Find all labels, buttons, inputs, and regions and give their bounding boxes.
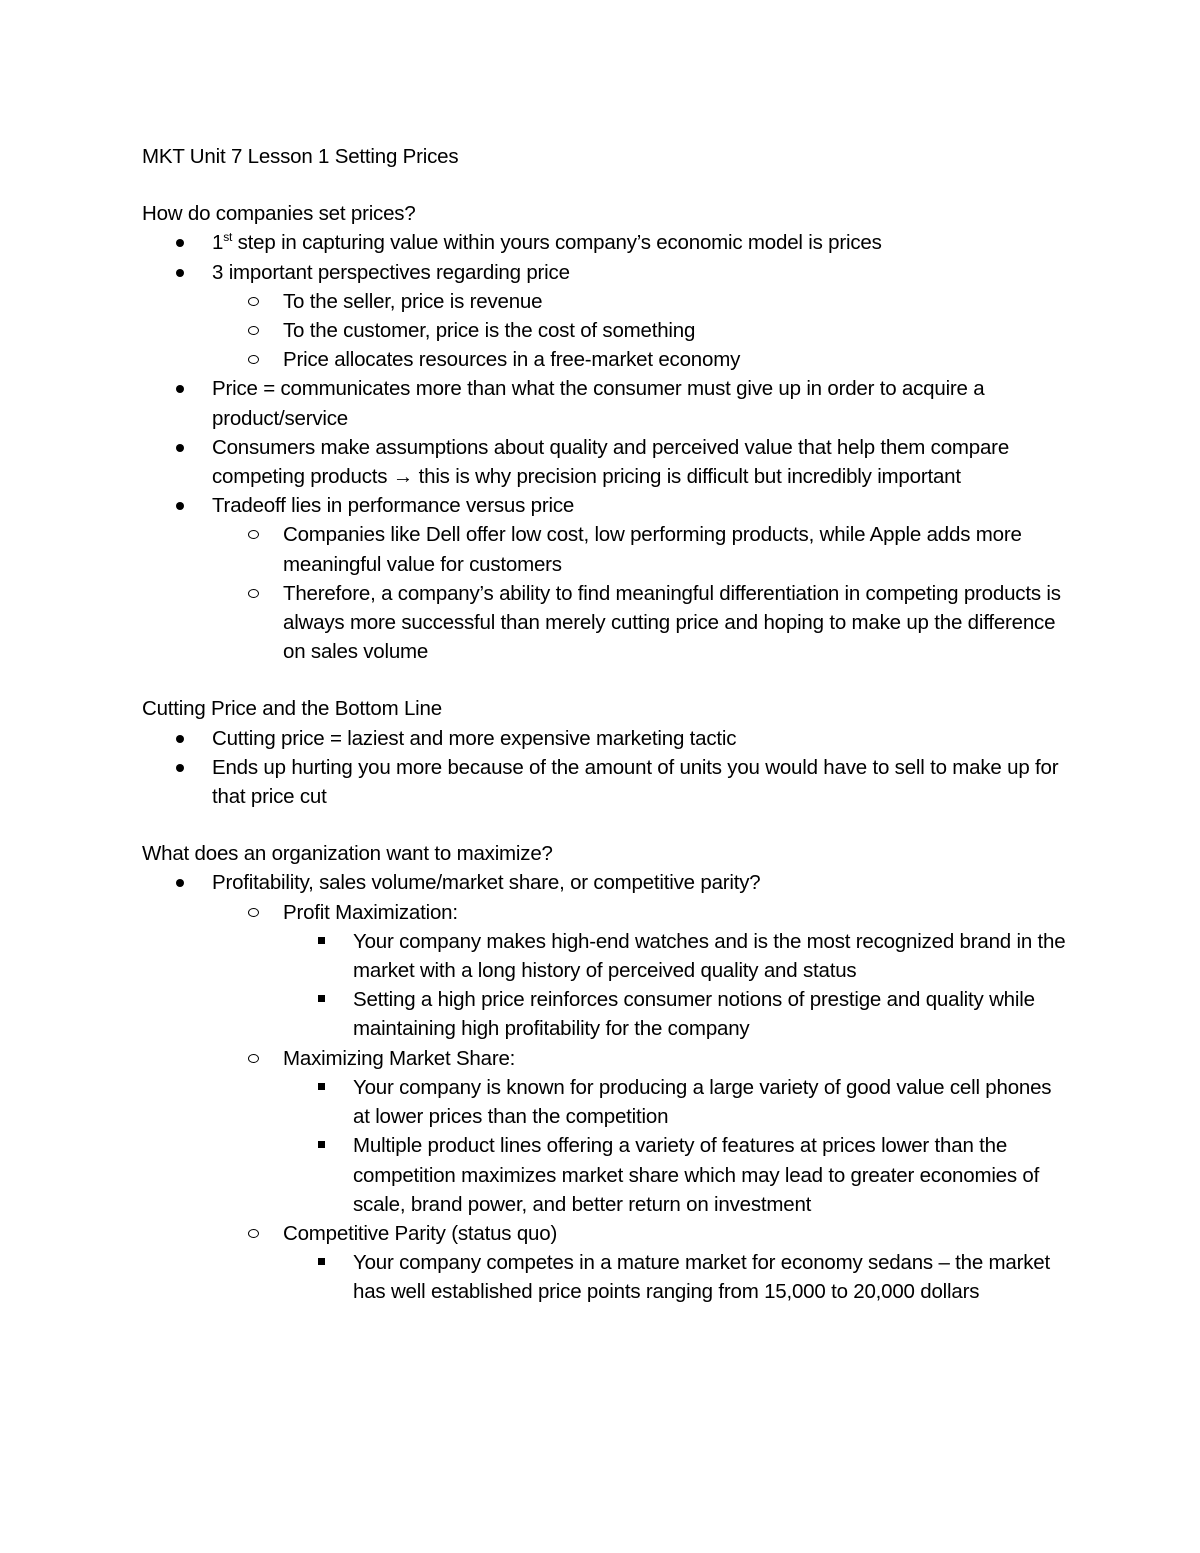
list-item: Ends up hurting you more because of the amount of units you would have to sell to make up for that price cut xyxy=(142,753,1072,811)
list-item: 3 important perspectives regarding price To the seller, price is revenue To the customer, price is the cost of something Price allocates resources in a free-market economy xyxy=(142,258,1072,375)
sub-list-item: Price allocates resources in a free-market economy xyxy=(142,345,1072,374)
list-item: 1st step in capturing value within yours company’s economic model is prices xyxy=(142,228,1072,257)
square-bullet-icon xyxy=(318,1141,325,1148)
bullet-icon xyxy=(176,502,184,510)
sub-sub-list xyxy=(142,927,1072,1044)
hollow-bullet-icon xyxy=(248,1054,259,1063)
sub-sub-list-item: Your company makes high-end watches and is the most recognized brand in the market with a long history of perceived quality and status xyxy=(142,927,1072,985)
hollow-bullet-icon xyxy=(248,355,259,364)
bullet-icon xyxy=(176,735,184,743)
sub-sub-list xyxy=(142,1248,1072,1306)
sub-sub-list-item: Your company is known for producing a large variety of good value cell phones at lower prices than the competition xyxy=(142,1073,1072,1131)
hollow-bullet-icon xyxy=(248,326,259,335)
section-heading: How do companies set prices? xyxy=(142,202,416,226)
square-bullet-icon xyxy=(318,1083,325,1090)
section-maximize xyxy=(142,839,1072,1306)
sub-list-item: Therefore, a company’s ability to find meaningful differentiation in competing products is always more successful than merely cutting price and hoping to make up the difference on sales volume xyxy=(142,579,1072,667)
arrow-right-icon: → xyxy=(392,465,414,489)
square-bullet-icon xyxy=(318,937,325,944)
sub-sub-list-item: Setting a high price reinforces consumer notions of prestige and quality while maintaining high profitability for the company xyxy=(142,985,1072,1043)
square-bullet-icon xyxy=(318,995,325,1002)
bullet-icon xyxy=(176,444,184,452)
document-title: MKT Unit 7 Lesson 1 Setting Prices xyxy=(142,145,459,168)
hollow-bullet-icon xyxy=(248,530,259,539)
square-bullet-icon xyxy=(318,1258,325,1265)
document-page xyxy=(142,142,1072,1335)
sub-sub-list xyxy=(142,1073,1072,1219)
sub-sub-list-item: Your company competes in a mature market for economy sedans – the market has well established price points ranging from 15,000 to 20,000 dollars xyxy=(142,1248,1072,1306)
bullet-icon xyxy=(176,764,184,772)
sub-list-item: Competitive Parity (status quo) Your company competes in a mature market for economy sedans – the market has well established price points ranging from 15,000 to 20,000 dollars xyxy=(142,1219,1072,1307)
bullet-list xyxy=(142,724,1072,812)
section-heading: Cutting Price and the Bottom Line xyxy=(142,697,442,721)
sub-list-item: Maximizing Market Share: Your company is known for producing a large variety of good value cell phones at lower prices than the competition Multiple product lines offering a variety of features at prices lower than the competition maximizes market share which may lead to greater economies of scale, brand power, and better return on investment xyxy=(142,1044,1072,1219)
list-item: Tradeoff lies in performance versus price Companies like Dell offer low cost, low performing products, while Apple adds more meaningful value for customers Therefore, a company’s ability to find meaningful differentiation in competing products is always more successful than merely cutting price and hoping to make up the difference on sales volume xyxy=(142,491,1072,666)
sub-list xyxy=(142,898,1072,1307)
sub-list-item: To the seller, price is revenue xyxy=(142,287,1072,316)
sub-sub-list-item: Multiple product lines offering a variety of features at prices lower than the competition maximizes market share which may lead to greater economies of scale, brand power, and better return on investment xyxy=(142,1131,1072,1219)
hollow-bullet-icon xyxy=(248,297,259,306)
hollow-bullet-icon xyxy=(248,1229,259,1238)
list-item: Cutting price = laziest and more expensive marketing tactic xyxy=(142,724,1072,753)
sub-list-item: Profit Maximization: Your company makes high-end watches and is the most recognized brand in the market with a long history of perceived quality and status Setting a high price reinforces consumer notions of prestige and quality while maintaining high profitability for the company xyxy=(142,898,1072,1044)
bullet-icon xyxy=(176,879,184,887)
list-item: Profitability, sales volume/market share, or competitive parity? Profit Maximization: Your company makes high-end watches and is the most recognized brand in the market with a long history of perceived quality and status Setting a high price reinforces consumer notions of prestige and quality while maintaining high profitability for the company Maximizing Market Share: Your company is known for producing a large variety of good value cell phones at lower prices than the competition Multiple product lines offering a variety of features at prices lower than the competition maximizes market share which may lead to greater economies of scale, brand power, and better return on investment Competitive Parity (status quo) Your company competes in a mature market for economy sedans – the market has well established price points ranging from 15,000 to 20,000 dollars xyxy=(142,868,1072,1306)
sub-list-item: Companies like Dell offer low cost, low performing products, while Apple adds more meaningful value for customers xyxy=(142,520,1072,578)
hollow-bullet-icon xyxy=(248,589,259,598)
section-cutting-price xyxy=(142,694,1072,811)
bullet-list xyxy=(142,868,1072,1306)
section-heading: What does an organization want to maximize? xyxy=(142,842,553,866)
section-setting-prices xyxy=(142,199,1072,666)
bullet-icon xyxy=(176,269,184,277)
list-item: Price = communicates more than what the consumer must give up in order to acquire a product/service xyxy=(142,374,1072,432)
bullet-icon xyxy=(176,239,184,247)
hollow-bullet-icon xyxy=(248,908,259,917)
list-item: Consumers make assumptions about quality and perceived value that help them compare competing products → this is why precision pricing is difficult but incredibly important xyxy=(142,433,1072,491)
bullet-list xyxy=(142,228,1072,666)
sub-list xyxy=(142,520,1072,666)
sub-list-item: To the customer, price is the cost of something xyxy=(142,316,1072,345)
sub-list xyxy=(142,287,1072,375)
bullet-icon xyxy=(176,385,184,393)
